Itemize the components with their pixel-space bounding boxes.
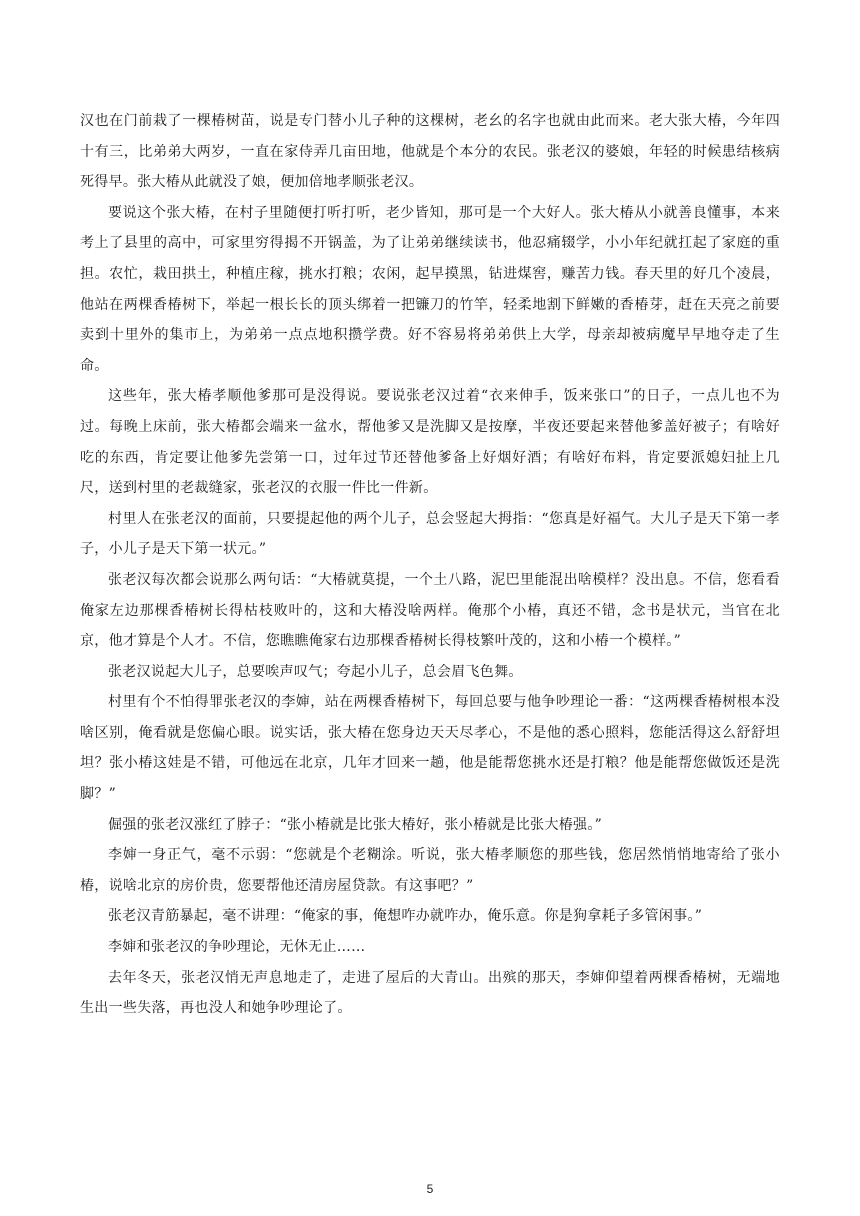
document-body (80, 106, 780, 1024)
paragraph: 这些年，张大椿孝顺他爹那可是没得说。要说张老汉过着“衣来伸手，饭来张口”的日子，一点儿也不为过。每晚上床前，张大椿都会端来一盆水，帮他爹又是洗脚又是按摩，半夜还要起来替他爹盖好被子；有啥好吃的东西，肯定要让他爹先尝第一口，过年过节还替他爹备上好烟好酒；有啥好布料，肯定要派媳妇扯上几尺，送到村里的老裁缝家，张老汉的衣服一件比一件新。 (80, 388, 780, 497)
paragraph: 去年冬天，张老汉悄无声息地走了，走进了屋后的大青山。出殡的那天，李婶仰望着两棵香椿树，无端地生出一些失落，再也没人和她争吵理论了。 (80, 969, 780, 1017)
paragraph-continuation: 汉也在门前栽了一棵椿树苗，说是专门替小儿子种的这棵树，老幺的名字也就由此而来。老大张大椿，今年四十有三，比弟弟大两岁，一直在家侍弄几亩田地，他就是个本分的农民。张老汉的婆娘，年轻的时候患结核病死得早。张大椿从此就没了娘，便加倍地孝顺张老汉。 (80, 113, 780, 191)
paragraph: 倔强的张老汉涨红了脖子：“张小椿就是比张大椿好，张小椿就是比张大椿强。” (108, 816, 603, 833)
paragraph: 要说这个张大椿，在村子里随便打听打听，老少皆知，那可是一个大好人。张大椿从小就善良懂事，本来考上了县里的高中，可家里穷得揭不开锅盖，为了让弟弟继续读书，他忍痛辍学，小小年纪就扛起了家庭的重担。农忙，栽田拱土，种植庄稼，挑水打粮；农闲，起早摸黑，钻进煤窖，赚苦力钱。春天里的好几个凌晨，他站在两棵香椿树下，举起一根长长的顶头绑着一把镰刀的竹竿，轻柔地割下鲜嫩的香椿芽，赶在天亮之前要卖到十里外的集市上，为弟弟一点点地积攒学费。好不容易将弟弟供上大学，母亲却被病魔早早地夺走了生命。 (80, 204, 780, 374)
paragraph: 李婶和张老汉的争吵理论，无休无止…… (108, 939, 366, 956)
paragraph: 李婶一身正气，毫不示弱：“您就是个老糊涂。听说，张大椿孝顺您的那些钱，您居然悄悄地寄给了张小椿，说啥北京的房价贵，您要帮他还清房屋贷款。有这事吧？” (80, 847, 780, 894)
paragraph: 村里有个不怕得罪张老汉的李婶，站在两棵香椿树下，每回总要与他争吵理论一番：“这两棵香椿树根本没啥区别，俺看就是您偏心眼。说实话，张大椿在您身边天天尽孝心，不是他的悉心照料，您能活得这么舒舒坦坦？张小椿这娃是不错，可他远在北京，几年才回来一趟，他是能帮您挑水还是打粮？他是能帮您做饭还是洗脚？” (80, 694, 780, 803)
paragraph: 村里人在张老汉的面前，只要提起他的两个儿子，总会竖起大拇指：“您真是好福气。大儿子是天下第一孝子，小儿子是天下第一状元。” (80, 510, 780, 558)
paragraph: 张老汉青筋暴起，毫不讲理：“俺家的事，俺想咋办就咋办，俺乐意。你是狗拿耗子多管闲事。” (108, 908, 703, 925)
page-number: 5 (426, 1182, 434, 1196)
paragraph: 张老汉每次都会说那么两句话：“大椿就莫提，一个土八路，泥巴里能混出啥模样？没出息。不信，您看看俺家左边那棵香椿树长得枯枝败叶的，这和大椿没啥两样。俺那个小椿，真还不错，念书是状元，当官在北京，他才算是个人才。不信，您瞧瞧俺家右边那棵香椿树长得枝繁叶茂的，这和小椿一个模样。” (80, 571, 780, 650)
paragraph: 张老汉说起大儿子，总要唉声叹气；夸起小儿子，总会眉飞色舞。 (108, 663, 523, 680)
